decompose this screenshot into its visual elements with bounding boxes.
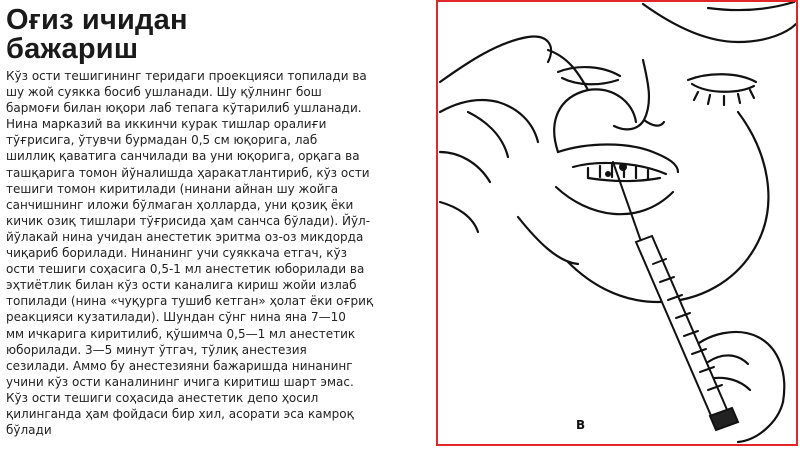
closed-eye [688,74,756,82]
title-line-1: Оғиз ичидан [6,4,188,36]
forehead-line [708,2,794,10]
body-paragraph: Кўз ости тешигининг теридаги проекцияси топилади ва шу жой суякка босиб ушланади. Шу қўлнинг бош бармоғи билан юқори лаб тепага кўтарилиб ушланади. Нина марказий ва иккинчи курак тишлар оралиғи тўғрисига, ўтувчи бурмадан 0,5 см юқорига, лаб шиллиқ қаватига санчилади ва уни юқорига, орқага ва ташқарига томон йўналишда ҳаракатлантириб, кўз ости тешиги томон киритилади (нинани айнан шу жойга санчишнинг иложи бўлмаган ҳолларда, уни қозиқ ёки кичик озиқ тишлари тўғрисида ҳам санчса бўлади). Йўл- йўлакай нина учидан анестетик эритма оз-оз микдорда чиқариб борилади. Нинанинг учи суяккача етгач, кўз ости тешиги соҳасига 0,5-1 мл анестетик юборилади ва эҳтиётлик билан кўз ости каналига кириш жойи излаб топилади (нина «чуқурга тушиб кетган» ҳолат ёки оғриқ реакцияси кузатилади). Шундан сўнг нина яна 7—10 мм ичкарига киритилиб, қўшимча 0,5—1 мл анестетик юборилади. 3—5 минут ўтгач, тўлиқ анестезия сезилади. Аммо бу анестезияни бажаришда нинанинг учини кўз ости каналининг ичига киритиш шарт эмас. Кўз ости тешиги соҳасида анестетик депо ҳосил қилинганда ҳам фойдаси бир хил, асорати эса камроқ бўлади [6,69,374,438]
thumb [554,89,636,152]
figure-label: B [576,418,586,432]
hand-upper [440,37,551,82]
illustration-frame [436,0,798,446]
syringe-barrel [636,236,728,418]
lower-lip [556,187,673,214]
jaw [568,262,658,302]
slide-title [6,6,424,64]
needle [613,162,643,247]
cheek [658,112,768,302]
title-line-2: бажариш [6,33,139,65]
upper-lip [558,145,678,173]
syringe [613,162,738,430]
text-column [6,6,424,438]
injection-illustration [438,2,796,444]
